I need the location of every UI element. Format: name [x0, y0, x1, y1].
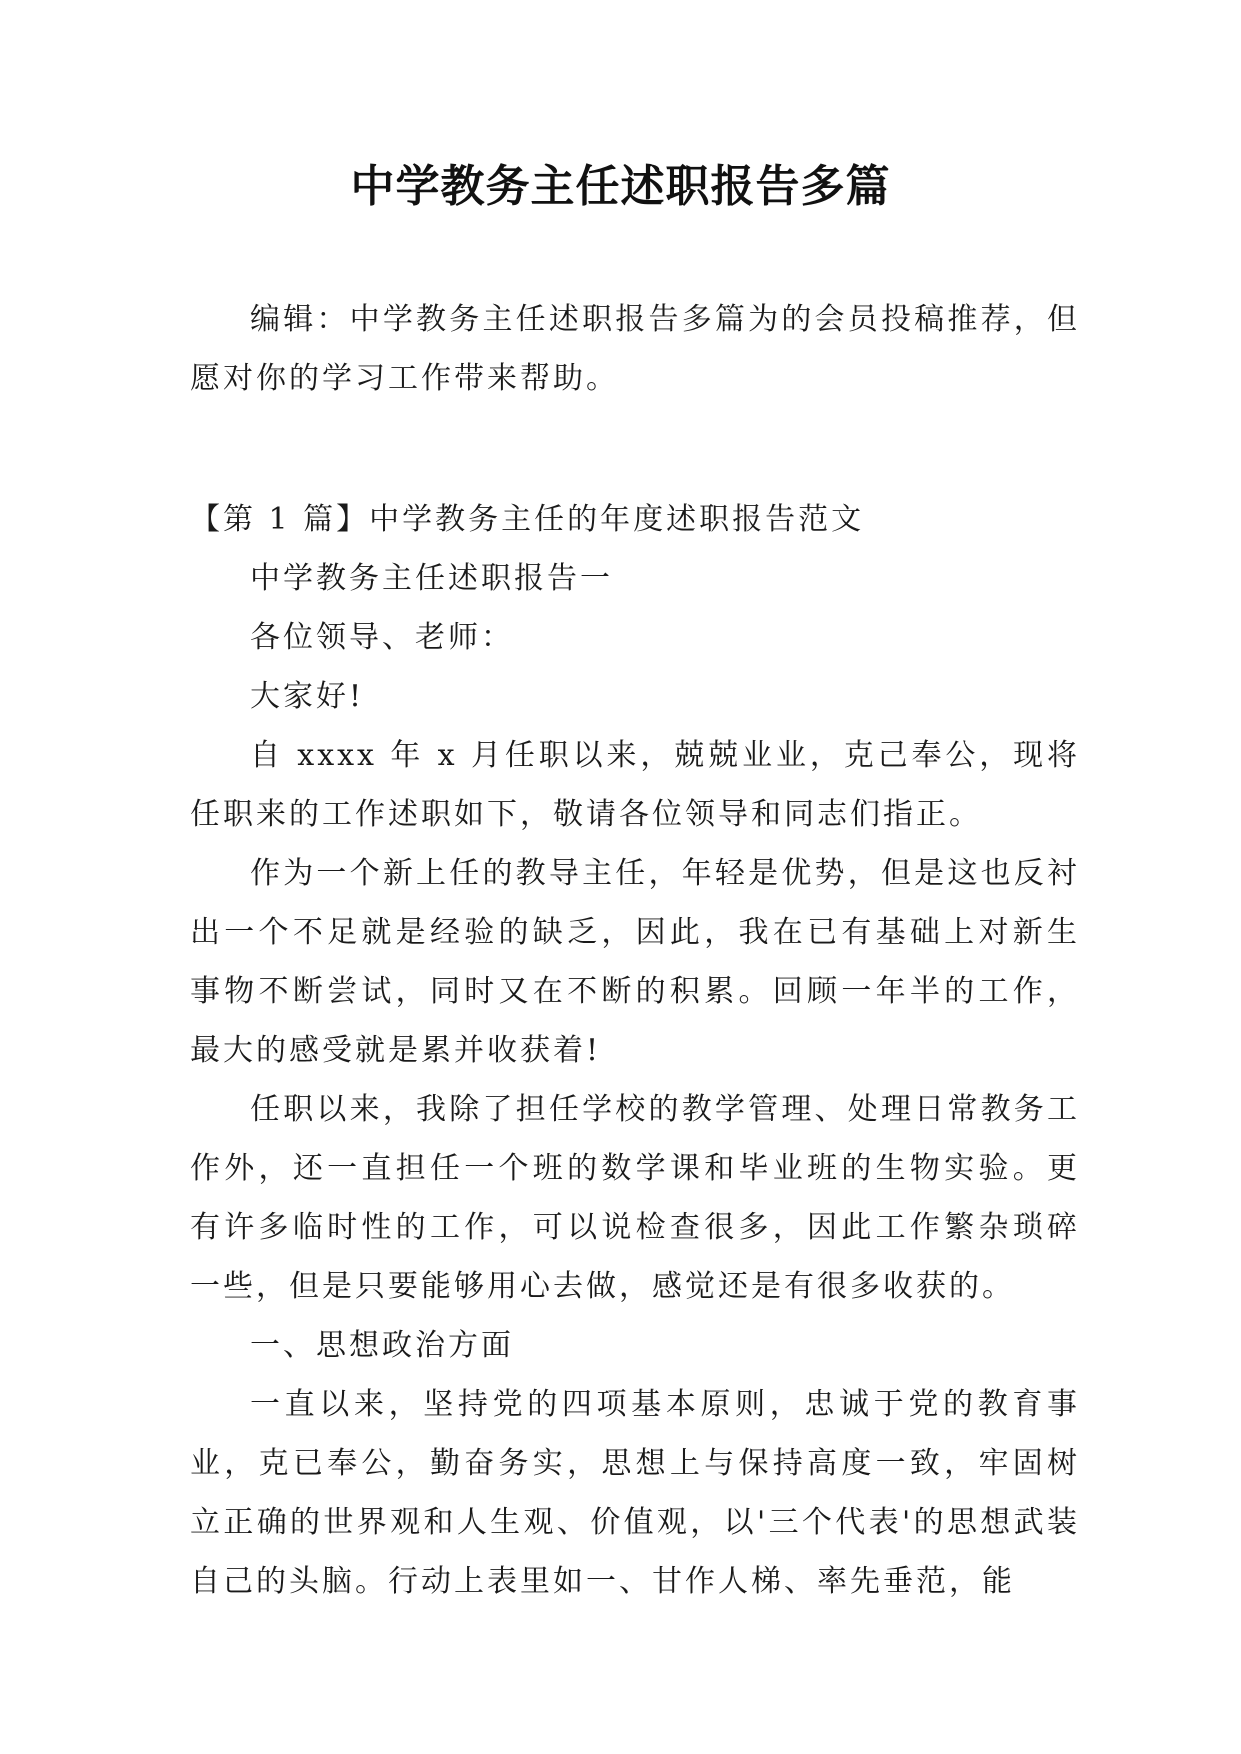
subtitle-paragraph: 中学教务主任述职报告一: [250, 561, 613, 596]
document-title: 中学教务主任述职报告多篇: [350, 161, 891, 212]
body-paragraph: 任职以来，我除了担任学校的教学管理、处理日常教务工作外，还一直担任一个班的数学课和毕业班的生物实验。更有许多临时性的工作，可以说检查很多，因此工作繁杂琐碎一些，但是只要能够用心去做，感觉还是有很多收获的。: [190, 1092, 1080, 1304]
intro-paragraph: 编辑：中学教务主任述职报告多篇为的会员投稿推荐，但愿对你的学习工作带来帮助。: [190, 302, 1080, 396]
salutation-paragraph: 各位领导、老师：: [250, 620, 514, 655]
section-heading: 【第 1 篇】中学教务主任的年度述职报告范文: [190, 502, 865, 537]
spacer: [190, 408, 1080, 490]
body-paragraph: 自 xxxx 年 x 月任职以来，兢兢业业，克己奉公，现将任职来的工作述职如下，敬请各位领导和同志们指正。: [190, 738, 1080, 832]
greeting-paragraph: 大家好!: [250, 679, 365, 714]
body-paragraph: 作为一个新上任的教导主任，年轻是优势，但是这也反衬出一个不足就是经验的缺乏，因此，我在已有基础上对新生事物不断尝试，同时又在不断的积累。回顾一年半的工作，最大的感受就是累并收获着!: [190, 856, 1080, 1068]
section-subheading: 一、思想政治方面: [250, 1328, 514, 1363]
document-body: [190, 290, 1080, 1611]
body-paragraph: 一直以来，坚持党的四项基本原则，忠诚于党的教育事业，克已奉公，勤奋务实，思想上与保持高度一致，牢固树立正确的世界观和人生观、价值观，以'三个代表'的思想武装自己的头脑。行动上表里如一、甘作人梯、率先垂范，能: [190, 1387, 1080, 1599]
